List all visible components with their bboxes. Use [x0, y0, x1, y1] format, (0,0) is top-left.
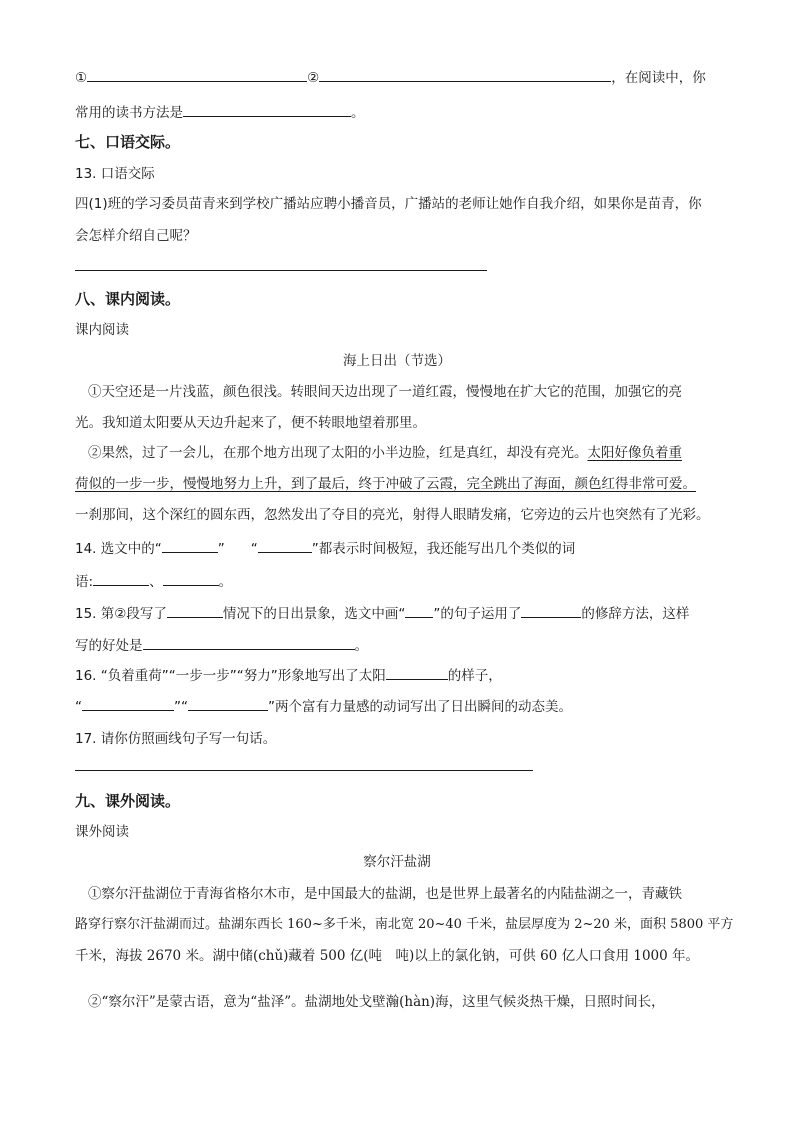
q12-line2-text: 常用的读书方法是 — [75, 105, 183, 121]
passage1-underlined-start: 太阳好像负着重 — [587, 445, 682, 461]
q15-blank2[interactable] — [521, 603, 581, 618]
q15-line1 — [75, 602, 689, 622]
q12-blank2[interactable] — [319, 67, 611, 82]
q14-blank1[interactable] — [162, 538, 218, 553]
passage2-p2-line1: ②“察尔汗”是蒙古语，意为“盐泽”。盐湖地处戈壁瀚(hàn)海，这里气候炎热干燥，日照时间长， — [88, 994, 665, 1010]
passage1-title: 海上日出（节选） — [343, 353, 451, 369]
q16-blank1[interactable] — [386, 665, 448, 680]
q14-text-f: 、 — [149, 574, 163, 590]
q15-text-c: ”的句子运用了 — [433, 606, 522, 622]
q14-text-b: ” — [217, 541, 225, 557]
q14-text-a: 14. 选文中的“ — [75, 541, 162, 557]
q14-text-c: “ — [250, 541, 258, 557]
section7-heading: 七、口语交际。 — [75, 133, 181, 151]
q12-circle2: ② — [307, 70, 320, 86]
q15-text-f: 。 — [354, 638, 368, 654]
q12-blank3[interactable] — [183, 102, 351, 117]
q16-line2 — [75, 695, 572, 715]
q17-prompt: 17. 请你仿照画线句子写一句话。 — [75, 731, 277, 747]
q16-text-e: ”两个富有力量感的动词写出了日出瞬间的动态美。 — [268, 699, 572, 715]
passage1-p2-line1 — [88, 441, 682, 461]
q16-text-c: “ — [75, 699, 82, 715]
passage1-p2-line1-a: ②果然，过了一会儿，在那个地方出现了太阳的小半边脸，红是真红，却没有亮光。 — [88, 445, 588, 461]
q15-text-a: 15. 第②段写了 — [75, 606, 167, 622]
section8-sub: 课内阅读 — [75, 322, 129, 338]
q15-blank1[interactable] — [167, 603, 223, 618]
q16-text-b: 的样子， — [447, 668, 502, 684]
section9-sub: 课外阅读 — [75, 824, 129, 840]
passage1-p2-line3: 一刹那间，这个深红的圆东西，忽然发出了夺目的亮光，射得人眼睛发痛，它旁边的云片也突然有了光彩。 — [75, 507, 710, 523]
q13-answer-line[interactable] — [75, 270, 487, 271]
passage1-p1-line1: ①天空还是一片浅蓝，颜色很浅。转眼间天边出现了一道红霞，慢慢地在扩大它的范围，加强它的亮 — [88, 384, 682, 400]
passage2-title: 察尔汗盐湖 — [363, 854, 431, 870]
q12-blank1[interactable] — [87, 67, 307, 82]
q16-line1 — [75, 664, 502, 684]
section9-heading: 九、课外阅读。 — [75, 792, 181, 810]
q12-line2 — [75, 101, 365, 121]
q17-answer-line[interactable] — [75, 770, 533, 771]
q14-line2 — [75, 570, 232, 590]
q13-prompt-line2: 会怎样介绍自己呢？ — [75, 228, 197, 244]
passage1-underlined-sentence: 荷似的一步一步，慢慢地努力上升，到了最后，终于冲破了云霞，完全跳出了海面，颜色红得非常可爱。 — [75, 476, 696, 492]
q14-text-g: 。 — [218, 574, 233, 590]
q14-blank4[interactable] — [163, 571, 219, 586]
q15-text-d: 的修辞方法，这样 — [581, 606, 690, 622]
q14-blank3[interactable] — [93, 571, 149, 586]
q15-line2 — [75, 634, 368, 654]
passage1-p1-line2: 光。我知道太阳要从天边升起来了，便不转眼地望着那里。 — [75, 415, 426, 431]
passage2-p1-line1: ①察尔汗盐湖位于青海省格尔木市，是中国最大的盐湖，也是世界上最著名的内陆盐湖之一，青藏铁 — [88, 886, 682, 902]
q13-label: 13. 口语交际 — [75, 166, 155, 182]
q14-blank2[interactable] — [258, 538, 312, 553]
q13-prompt-line1: 四(1)班的学习委员苗青来到学校广播站应聘小播音员，广播站的老师让她作自我介绍，如果你是苗青，你 — [75, 196, 702, 212]
q15-blank3[interactable] — [143, 635, 355, 650]
passage2-p1-line2: 路穿行察尔汗盐湖而过。盐湖东西长 160~多千米，南北宽 20~40 千米，盐层厚度为 2~20 米，面积 5800 平方 — [75, 917, 734, 932]
q14-text-e: 语: — [75, 574, 94, 590]
q15-text-b: 情况下的日出景象，选文中画“ — [222, 606, 406, 622]
q12-circle1: ① — [75, 70, 88, 86]
q12-line2-end: 。 — [351, 105, 365, 121]
q14-text-d: ”都表示时间极短，我还能写出几个类似的词 — [311, 541, 576, 557]
q16-blank2[interactable] — [82, 696, 174, 711]
q14-line1 — [75, 537, 575, 557]
q16-text-d: ”“ — [174, 699, 188, 715]
q15-text-e: 写的好处是 — [75, 638, 143, 654]
q16-blank3[interactable] — [188, 696, 268, 711]
passage2-p1-line3: 千米，海拔 2670 米。湖中储(chǔ)藏着 500 亿(吨 吨)以上的氯化钠，可供 60 亿人口食用 1000 年。 — [75, 948, 700, 964]
q15-underline-sample — [405, 603, 433, 618]
section8-heading: 八、课内阅读。 — [75, 290, 181, 308]
q12-line1 — [75, 66, 706, 86]
q12-tail: ，在阅读中，你 — [611, 70, 706, 86]
q16-text-a: 16. “负着重荷”“一步一步”“努力”形象地写出了太阳 — [75, 668, 386, 684]
